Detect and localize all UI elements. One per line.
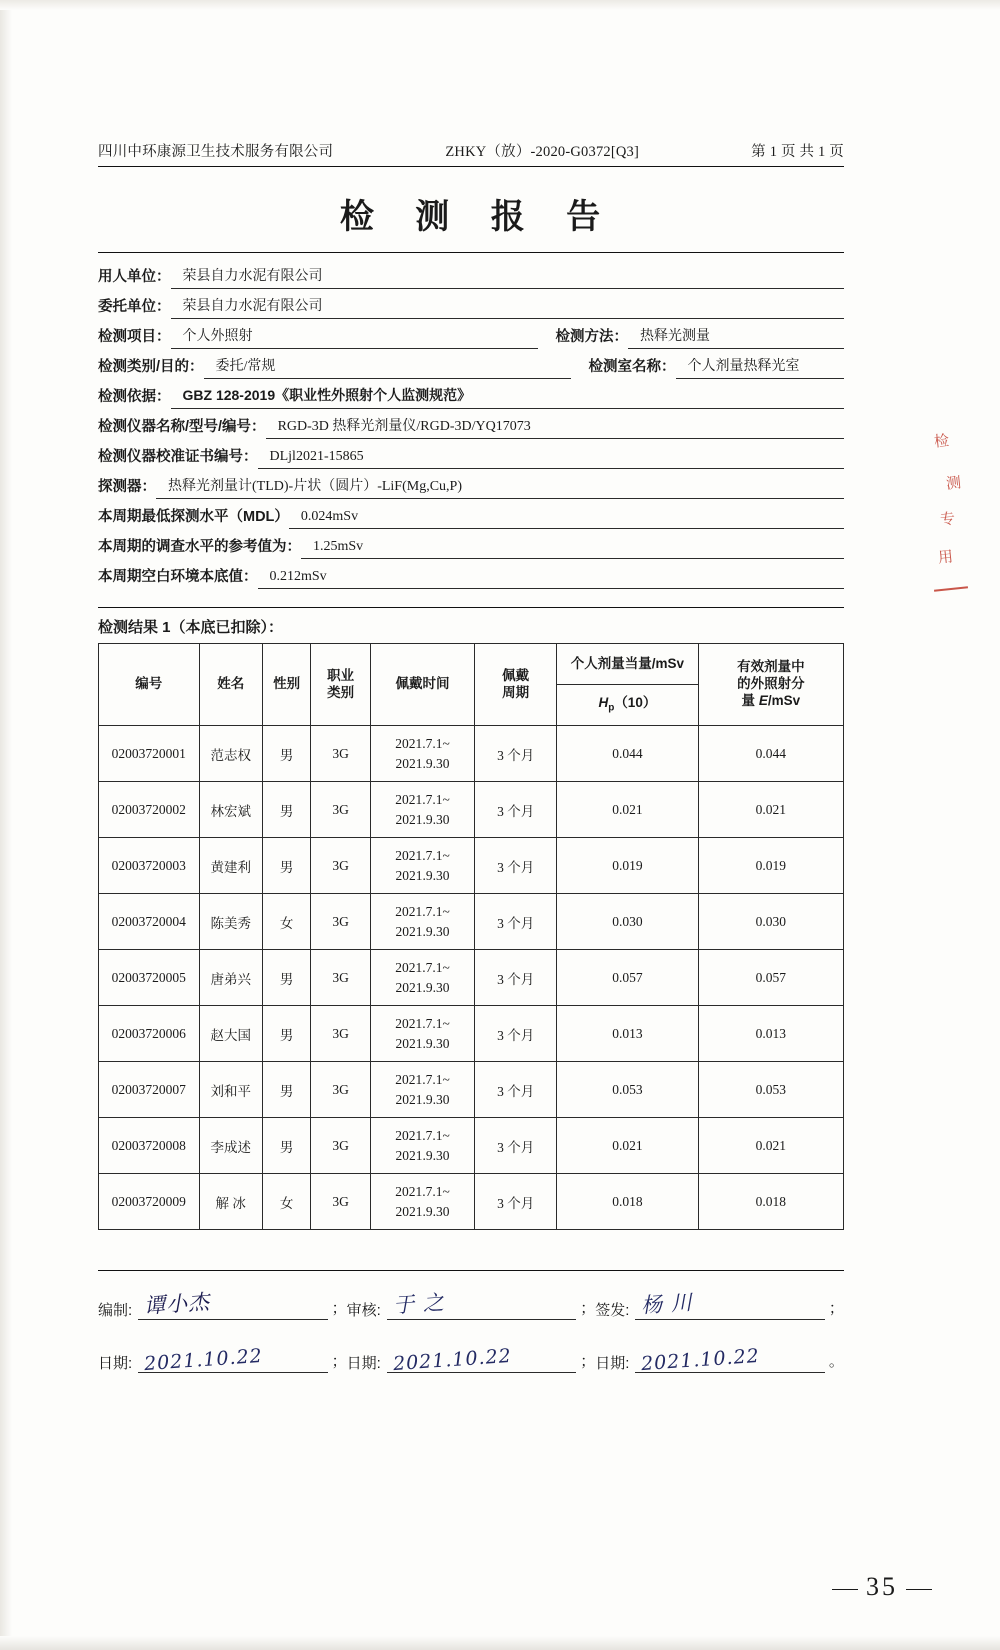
header-company-name: 四川中环康源卫生技术服务有限公司 (98, 144, 334, 160)
cell-period: 3 个月 (475, 1118, 557, 1174)
cell-effective: 0.030 (698, 894, 843, 950)
signature-dates-row (98, 1344, 844, 1376)
issued-date-label: 日期: (595, 1355, 630, 1372)
document-content (98, 140, 844, 1399)
reviewed-date-separator: ； (580, 1353, 596, 1370)
cell-period: 3 个月 (475, 782, 557, 838)
issued-by-separator: ； (828, 1300, 844, 1317)
issued-by-cell (595, 1290, 844, 1320)
issued-by-label: 签发: (595, 1302, 630, 1319)
cell-hp10: 0.030 (557, 894, 699, 950)
prepared-by-handwriting: 谭小杰 (143, 1289, 211, 1319)
cell-name: 黄建利 (199, 838, 262, 894)
results-table (98, 643, 844, 1230)
cell-wear-time: 2021.7.1~ 2021.9.30 (370, 1118, 474, 1174)
investigation-label: 本周期的调查水平的参考值为： (98, 539, 301, 555)
title-divider (98, 252, 844, 253)
col-header-name: 姓名 (199, 644, 262, 726)
document-header (98, 140, 844, 167)
cell-wear-time: 2021.7.1~ 2021.9.30 (370, 726, 474, 782)
blank-value: 0.212mSv (258, 569, 845, 589)
issued-by-signature (635, 1290, 824, 1320)
cell-hp10: 0.044 (557, 726, 699, 782)
header-report-code: ZHKY（放）-2020-G0372[Q3] (445, 144, 640, 160)
meta-row-instrument (98, 413, 844, 439)
col-header-wear-period: 佩戴 周期 (475, 644, 557, 726)
table-row (99, 1174, 844, 1230)
cell-hp10: 0.053 (557, 1062, 699, 1118)
meta-row-detector (98, 473, 844, 499)
cell-name: 赵大国 (199, 1006, 262, 1062)
certificate-label: 检测仪器校准证书编号： (98, 449, 258, 465)
signature-names-row (98, 1289, 844, 1320)
category-label: 检测类别/目的： (98, 359, 204, 375)
table-header-row-1 (99, 644, 844, 685)
cell-hp10: 0.021 (557, 1118, 699, 1174)
prepared-by-label: 编制: (98, 1302, 133, 1319)
red-stamp-marks (924, 430, 982, 630)
table-row (99, 1062, 844, 1118)
cell-job-type: 3G (311, 1118, 371, 1174)
issued-date-separator: 。 (828, 1353, 844, 1370)
cell-job-type: 3G (311, 1062, 371, 1118)
cell-effective: 0.057 (698, 950, 843, 1006)
reviewed-date-label: 日期: (346, 1355, 381, 1372)
results-table-body (99, 726, 844, 1230)
reviewed-date-value (387, 1344, 576, 1376)
cell-no: 02003720007 (99, 1062, 200, 1118)
blank-label: 本周期空白环境本底值： (98, 569, 258, 585)
cell-effective: 0.013 (698, 1006, 843, 1062)
col-header-dose-group: 个人剂量当量/mSv (557, 644, 699, 685)
cell-effective: 0.021 (698, 782, 843, 838)
header-page-info: 第 1 页 共 1 页 (751, 144, 844, 160)
cell-wear-time: 2021.7.1~ 2021.9.30 (370, 1174, 474, 1230)
cell-effective: 0.053 (698, 1062, 843, 1118)
table-row (99, 1006, 844, 1062)
detector-value: 热释光剂量计(TLD)-片状（圆片）-LiF(Mg,Cu,P) (156, 475, 844, 499)
table-row (99, 1118, 844, 1174)
cell-gender: 女 (262, 894, 310, 950)
meta-row-certificate (98, 443, 844, 469)
issued-date-cell (595, 1344, 844, 1376)
page-title: 检 测 报 告 (339, 198, 617, 236)
issued-date-value (635, 1344, 824, 1376)
cell-no: 02003720008 (99, 1118, 200, 1174)
cell-no: 02003720006 (99, 1006, 200, 1062)
prepared-date-cell (98, 1344, 347, 1376)
cell-job-type: 3G (311, 950, 371, 1006)
meta-row-blank (98, 563, 844, 589)
cell-job-type: 3G (311, 726, 371, 782)
item-label: 检测项目： (98, 329, 171, 345)
cell-no: 02003720005 (99, 950, 200, 1006)
cell-period: 3 个月 (475, 894, 557, 950)
cell-wear-time: 2021.7.1~ 2021.9.30 (370, 838, 474, 894)
col-header-gender: 性别 (262, 644, 310, 726)
cell-period: 3 个月 (475, 726, 557, 782)
prepared-date-value (138, 1344, 327, 1376)
employer-label: 用人单位： (98, 269, 171, 285)
cell-job-type: 3G (311, 838, 371, 894)
cell-name: 林宏斌 (199, 782, 262, 838)
stamp-mark-underline (934, 586, 968, 592)
basis-value: GBZ 128-2019《职业性外照射个人监测规范》 (171, 385, 845, 409)
cell-gender: 男 (262, 1118, 310, 1174)
reviewed-date-cell (346, 1344, 596, 1376)
employer-value: 荣县自力水泥有限公司 (171, 265, 845, 289)
lab-label: 检测室名称： (588, 359, 676, 375)
instrument-label: 检测仪器名称/型号/编号： (98, 419, 266, 435)
cell-gender: 男 (262, 782, 310, 838)
category-value: 委托/常规 (204, 355, 571, 379)
cell-period: 3 个月 (475, 950, 557, 1006)
meta-row-employer (98, 263, 844, 289)
mdl-label: 本周期最低探测水平（MDL） (98, 509, 289, 525)
cell-wear-time: 2021.7.1~ 2021.9.30 (370, 950, 474, 1006)
meta-row-mdl (98, 503, 844, 529)
cell-hp10: 0.013 (557, 1006, 699, 1062)
scan-edge-bottom (0, 1636, 1000, 1650)
cell-gender: 男 (262, 726, 310, 782)
stamp-mark-2: 测 (945, 474, 962, 493)
client-label: 委托单位： (98, 299, 171, 315)
lab-value: 个人剂量热释光室 (676, 355, 844, 379)
scan-edge-top (0, 0, 1000, 10)
reviewed-by-handwriting: 于 之 (392, 1290, 446, 1318)
prepared-by-separator: ； (331, 1300, 347, 1317)
cell-name: 解 冰 (199, 1174, 262, 1230)
cell-gender: 男 (262, 950, 310, 1006)
cell-effective: 0.021 (698, 1118, 843, 1174)
meta-row-basis (98, 383, 844, 409)
method-label: 检测方法： (555, 329, 628, 345)
col-header-hp10: $H_p(10)$ (557, 685, 699, 726)
cell-name: 陈美秀 (199, 894, 262, 950)
signature-section (98, 1270, 844, 1376)
page-number-value: 35 (866, 1572, 898, 1601)
table-row (99, 782, 844, 838)
prepared-by-signature (138, 1289, 327, 1320)
table-row (99, 894, 844, 950)
cell-period: 3 个月 (475, 1174, 557, 1230)
col-header-job-type: 职业 类别 (311, 644, 371, 726)
cell-period: 3 个月 (475, 1006, 557, 1062)
cell-name: 李成述 (199, 1118, 262, 1174)
issued-date-handwriting: 2021.10.22 (640, 1344, 761, 1376)
cell-no: 02003720004 (99, 894, 200, 950)
cell-job-type: 3G (311, 1174, 371, 1230)
cell-no: 02003720009 (99, 1174, 200, 1230)
table-row (99, 838, 844, 894)
cell-no: 02003720001 (99, 726, 200, 782)
cell-hp10: 0.057 (557, 950, 699, 1006)
table-row (99, 950, 844, 1006)
prepared-date-label: 日期: (98, 1355, 133, 1372)
prepared-date-separator: ； (331, 1353, 347, 1370)
issued-by-handwriting: 杨 川 (640, 1290, 694, 1318)
cell-no: 02003720002 (99, 782, 200, 838)
cell-wear-time: 2021.7.1~ 2021.9.30 (370, 782, 474, 838)
cell-hp10: 0.019 (557, 838, 699, 894)
prepared-by-cell (98, 1289, 347, 1320)
instrument-value: RGD-3D 热释光剂量仪/RGD-3D/YQ17073 (266, 415, 844, 439)
cell-no: 02003720003 (99, 838, 200, 894)
reviewed-by-cell (346, 1290, 596, 1320)
metadata-section (98, 263, 844, 589)
cell-gender: 男 (262, 838, 310, 894)
cell-effective: 0.019 (698, 838, 843, 894)
stamp-mark-3: 专 (939, 510, 956, 529)
cell-wear-time: 2021.7.1~ 2021.9.30 (370, 1006, 474, 1062)
stamp-mark-4: 用 (937, 548, 954, 567)
item-value: 个人外照射 (171, 325, 538, 349)
cell-job-type: 3G (311, 1006, 371, 1062)
page-number-dash-left (832, 1589, 858, 1590)
cell-name: 唐弟兴 (199, 950, 262, 1006)
certificate-value: DLjl2021-15865 (258, 449, 845, 469)
reviewed-date-handwriting: 2021.10.22 (392, 1344, 513, 1376)
reviewed-by-signature (387, 1290, 576, 1320)
basis-label: 检测依据： (98, 389, 171, 405)
meta-row-item-method (98, 323, 844, 349)
col-header-wear-time: 佩戴时间 (370, 644, 474, 726)
cell-period: 3 个月 (475, 1062, 557, 1118)
cell-effective: 0.044 (698, 726, 843, 782)
cell-period: 3 个月 (475, 838, 557, 894)
mdl-value: 0.024mSv (289, 509, 844, 529)
col-header-no: 编号 (99, 644, 200, 726)
stamp-mark-1: 检 (933, 432, 950, 451)
client-value: 荣县自力水泥有限公司 (171, 295, 845, 319)
page-number-dash-right (906, 1589, 932, 1590)
footer-page-number (824, 1572, 940, 1602)
cell-wear-time: 2021.7.1~ 2021.9.30 (370, 894, 474, 950)
meta-row-category-lab (98, 353, 844, 379)
reviewed-by-label: 审核: (346, 1302, 381, 1319)
cell-hp10: 0.018 (557, 1174, 699, 1230)
scan-edge-left (0, 0, 12, 1650)
results-caption: 检测结果 1（本底已扣除）： (98, 607, 844, 637)
cell-gender: 女 (262, 1174, 310, 1230)
detector-label: 探测器： (98, 479, 156, 495)
cell-name: 范志权 (199, 726, 262, 782)
method-value: 热释光测量 (628, 325, 844, 349)
cell-gender: 男 (262, 1062, 310, 1118)
cell-job-type: 3G (311, 894, 371, 950)
meta-row-investigation (98, 533, 844, 559)
reviewed-by-separator: ； (580, 1300, 596, 1317)
cell-job-type: 3G (311, 782, 371, 838)
cell-hp10: 0.021 (557, 782, 699, 838)
cell-effective: 0.018 (698, 1174, 843, 1230)
meta-row-client (98, 293, 844, 319)
investigation-value: 1.25mSv (301, 539, 844, 559)
col-header-effective-dose: 有效剂量中 的外照射分 量 E/mSv (698, 644, 843, 726)
cell-wear-time: 2021.7.1~ 2021.9.30 (370, 1062, 474, 1118)
cell-gender: 男 (262, 1006, 310, 1062)
prepared-date-handwriting: 2021.10.22 (143, 1344, 264, 1376)
table-row (99, 726, 844, 782)
cell-name: 刘和平 (199, 1062, 262, 1118)
